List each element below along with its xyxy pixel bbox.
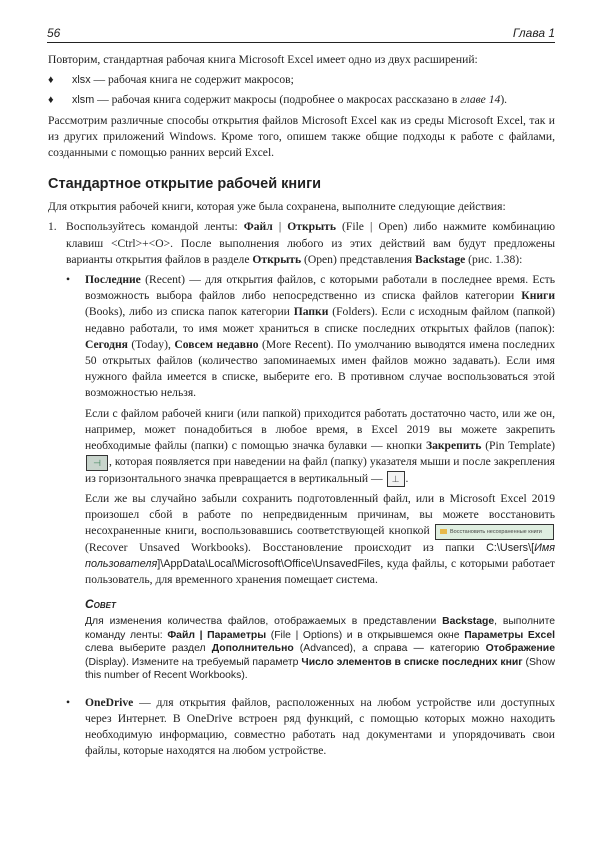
bullet-icon: •	[66, 695, 71, 709]
diamond-bullet-icon: ♦	[48, 94, 54, 107]
recent-paragraph-1	[85, 272, 555, 402]
text-run: xlsm	[72, 94, 95, 107]
bullet-recent	[66, 272, 555, 691]
text-run: , которая появляется при наведении на файл (папку) указателя мыши и после закрепления из горизонтального значка превращается в вертикальный —	[85, 455, 555, 485]
text-run: Воспользуйтесь командой ленты:	[66, 220, 244, 234]
text-run: Повторим, стандартная рабочая книга Microsoft Excel имеет одно из двух расширений:	[48, 53, 478, 66]
text-run: , выполните команду ленты:	[85, 615, 556, 641]
text-run: (File | Options) и в открывшемся окне	[266, 629, 465, 641]
text-run: (Recover Unsaved Workbooks). Восстановление происходит из папки	[85, 540, 487, 554]
text-run: Если с файлом рабочей книги (или папкой) приходится работать достаточно часто, или же он, например, может понадобиться в любое время, в Excel 2019 вы можете закрепить необходимые файлы (папки) с помощью значка булавки — кнопки	[85, 406, 555, 453]
folder-icon	[440, 529, 447, 534]
text-run: ]\AppData\Local\Microsoft\Office\UnsavedFiles	[157, 557, 381, 570]
recent-paragraph-2	[85, 406, 555, 487]
text-run: Имя пользователя	[85, 541, 555, 570]
methods-paragraph	[48, 113, 555, 162]
text-run: Параметры Excel	[464, 629, 555, 641]
text-run: главе 14	[460, 93, 501, 107]
recover-unsaved-button	[435, 524, 554, 540]
diamond-bullet-icon: ♦	[48, 74, 54, 87]
text-run: , куда файлы, с которыми работает пользователь, для временного хранения помещает система.	[85, 556, 555, 587]
tip-box	[85, 598, 555, 683]
text-run: Рассмотрим различные способы открытия файлов Microsoft Excel как из среды Microsoft Excel, так и из других приложений Windows. Кроме того, опишем также общие подходы к работе с файлами, созданными с помощью ранних версий Excel.	[48, 113, 555, 160]
text-run: Если же вы случайно забыли сохранить подготовленный файл, или в Microsoft Excel 2019 произошел сбой в работе по непредвиденным причинам, вы можете восстановить несохраненные книги, воспользовавшись соответствующей кнопкой	[85, 491, 555, 538]
tip-title: Совет	[85, 597, 116, 612]
text-run: Последние	[85, 273, 141, 287]
text-run: Для изменения количества файлов, отображаемых в представлении	[85, 615, 443, 627]
text-run: (Open) представления	[301, 252, 416, 266]
intro-paragraph	[48, 52, 555, 68]
page-body	[48, 52, 555, 764]
tip-text	[85, 615, 555, 683]
text-run: слева выберите раздел	[85, 643, 212, 655]
section-heading: Стандартное открытие рабочей книги	[48, 176, 322, 193]
text-run: Для открытия рабочей книги, которая уже была сохранена, выполните следующие действия:	[48, 200, 506, 214]
text-run: Папки	[293, 305, 329, 319]
text-run: Backstage	[415, 252, 466, 266]
pin-vertical-icon: ⊥	[387, 471, 405, 487]
recover-button-label: Восстановить несохраненные книги	[450, 528, 542, 535]
text-run: — для открытия файлов, расположенных на любом устройстве или доступных через Интернет. В OneDrive встроен ряд функций, с помощью которых можно находить необходимую информацию, совместно работать над документами и упорядочивать свои файлы, которые находятся на любом устройстве.	[85, 695, 555, 758]
text-run: Файл	[243, 220, 273, 234]
text-run: (Folders). Если с исходным файлом (папкой) недавно работали, то имя может храниться в списке последних открытых файлов (папок):	[85, 305, 555, 335]
text-run: OneDrive	[85, 695, 134, 709]
text-run: (Pin Template)	[481, 439, 555, 453]
recent-paragraph-3	[85, 491, 555, 588]
step-1	[48, 219, 555, 763]
list-item-xlsx	[48, 72, 555, 88]
bullet-icon: •	[66, 273, 71, 287]
text-run: (File | Open) либо нажмите комбинацию клавиш <Ctrl>+<O>. После выполнения любого из этих действий вам будут предложены варианты открытия файлов в разделе	[66, 220, 555, 266]
bullet-onedrive	[66, 695, 555, 764]
text-run: Отображение	[485, 643, 555, 655]
text-run: xlsx	[72, 74, 91, 87]
text-run: .	[405, 471, 409, 485]
text-run: — рабочая книга не содержит макросов;	[90, 73, 294, 87]
text-run: — рабочая книга содержит макросы (подробнее о макросах рассказано в	[94, 93, 461, 107]
text-run: (Books), либо из списка папок категории	[85, 305, 294, 319]
text-run: (Show this number of Recent Workbooks).	[85, 656, 555, 682]
list-item-text	[72, 72, 294, 88]
text-run: (Display). Измените на требуемый параметр	[85, 656, 302, 668]
pin-horizontal-icon: ⊣	[86, 455, 108, 471]
page-number: 56	[47, 26, 61, 40]
text-run: (Advanced), а справа — категорию	[293, 643, 486, 655]
text-run: Число элементов в списке последних книг	[301, 656, 523, 668]
onedrive-paragraph	[85, 695, 555, 760]
chapter-label: Глава 1	[512, 26, 555, 40]
text-run: (Today),	[127, 337, 175, 351]
text-run: Дополнительно	[211, 643, 294, 655]
step-1-text	[66, 219, 555, 268]
step-number: 1.	[48, 220, 57, 234]
steps-intro	[48, 199, 555, 215]
text-run: Книги	[521, 289, 555, 303]
list-item-xlsm	[48, 92, 555, 108]
text-run: Backstage	[442, 615, 495, 627]
text-run: (Recent) — для открытия файлов, с которыми работали в последнее время. Есть возможность выбора файлов либо непосредственно из списка файлов категории	[85, 273, 555, 303]
list-item-text	[72, 92, 507, 108]
running-header	[47, 26, 555, 43]
text-run: Закрепить	[425, 439, 482, 453]
text-run: Открыть	[287, 220, 336, 234]
text-run: ).	[500, 93, 508, 107]
text-run: C:\Users\[	[486, 541, 535, 554]
text-run: |	[272, 220, 288, 234]
text-run: Сегодня	[85, 337, 128, 351]
text-run: Совсем недавно	[174, 337, 259, 351]
text-run: Файл | Параметры	[167, 629, 267, 641]
text-run: Открыть	[252, 252, 302, 266]
text-run: (рис. 1.38):	[465, 252, 523, 266]
text-run: (More Recent). По умолчанию выводятся имена последних 50 открытых файлов (количество запоминаемых имен файлов можно задавать). Если имя нужного файла имеется в списке, выберите его. В противном случае воспользоваться этой возможностью нельзя.	[85, 337, 555, 400]
